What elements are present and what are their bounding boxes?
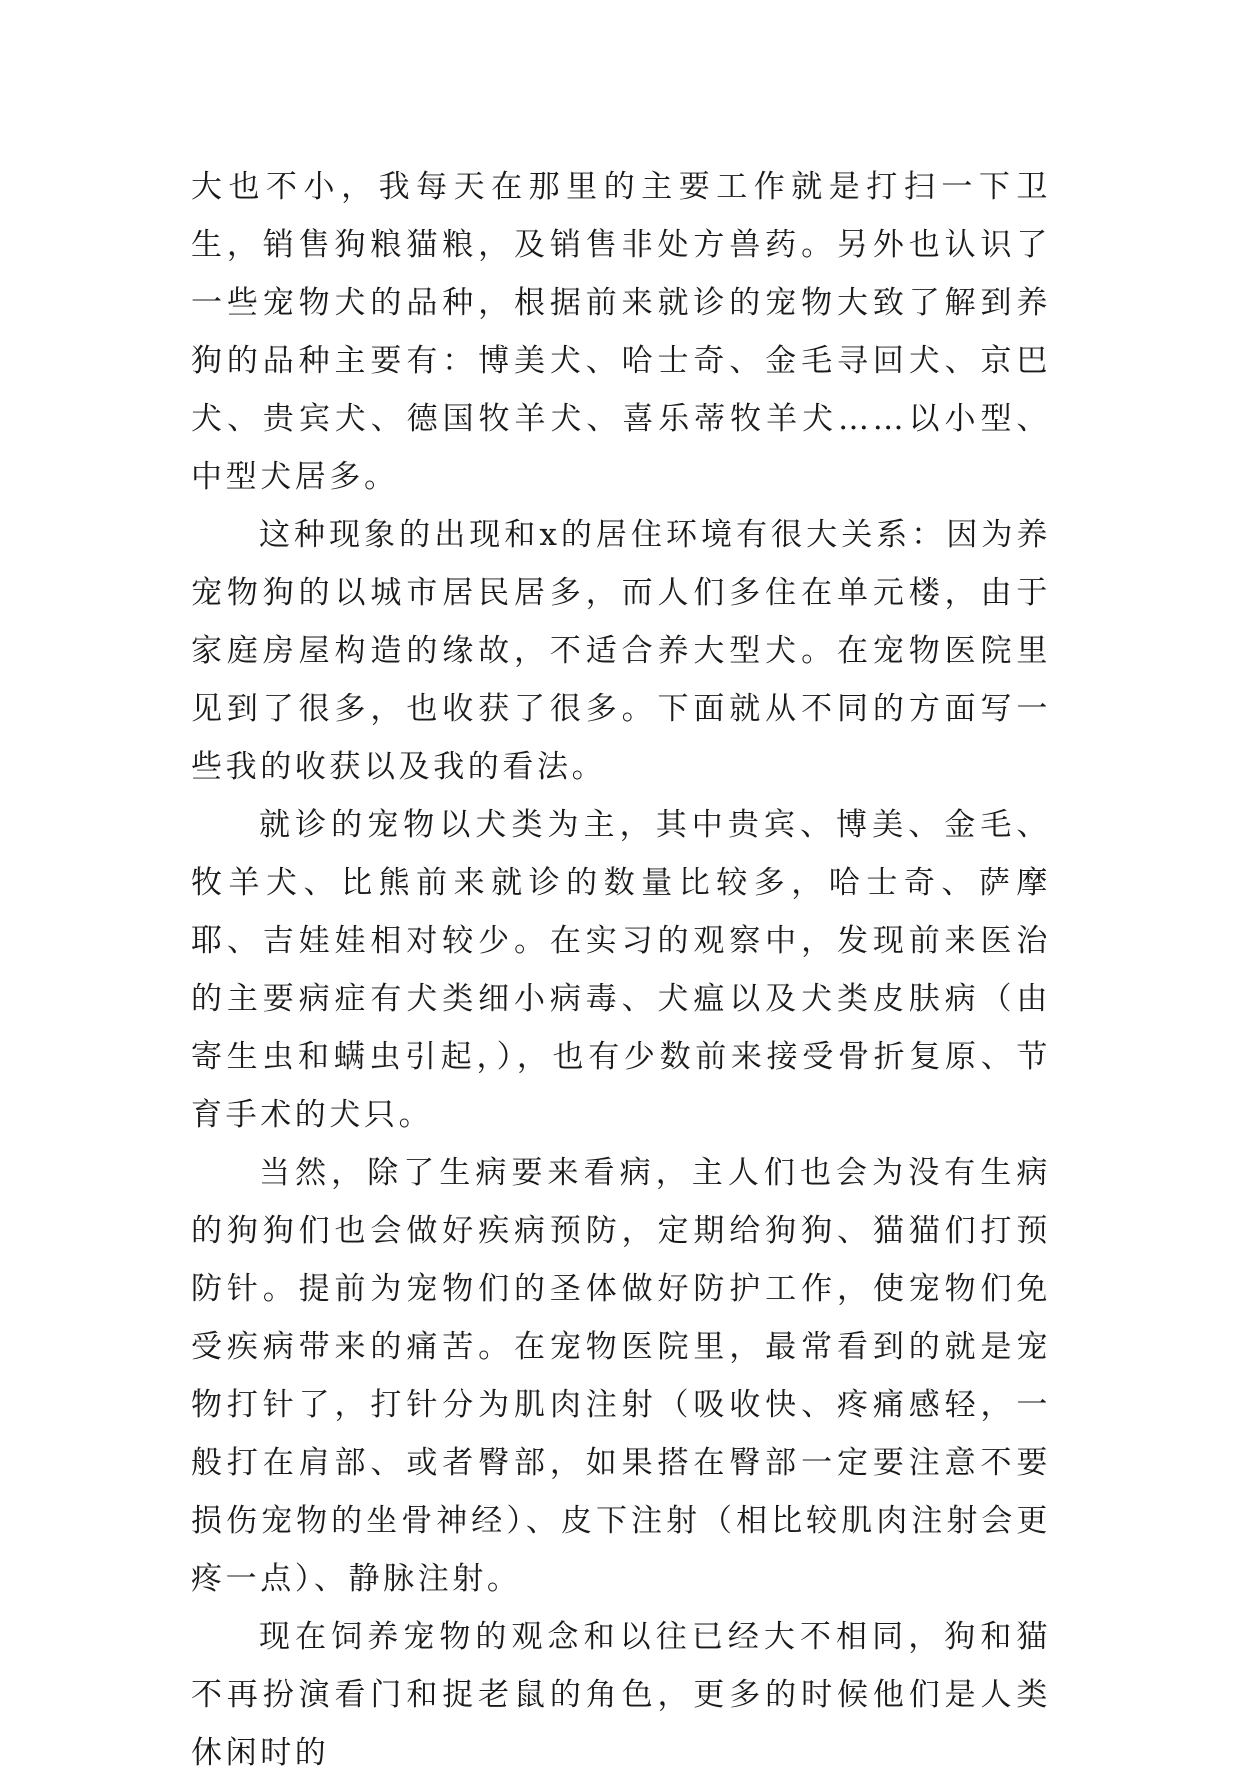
body-text <box>191 158 1051 1782</box>
paragraph-5: 现在饲养宠物的观念和以往已经大不相同，狗和猫不再扮演看门和捉老鼠的角色，更多的时候他们是人类休闲时的 <box>191 1619 1051 1771</box>
paragraph-1: 大也不小，我每天在那里的主要工作就是打扫一下卫生，销售狗粮猫粮，及销售非处方兽药。另外也认识了一些宠物犬的品种，根据前来就诊的宠物大致了解到养狗的品种主要有：博美犬、哈士奇、金毛寻回犬、京巴犬、贵宾犬、德国牧羊犬、喜乐蒂牧羊犬……以小型、中型犬居多。 <box>191 169 1051 495</box>
paragraph-2: 这种现象的出现和x的居住环境有很大关系：因为养宠物狗的以城市居民居多，而人们多住在单元楼，由于家庭房屋构造的缘故，不适合养大型犬。在宠物医院里见到了很多，也收获了很多。下面就从不同的方面写一些我的收获以及我的看法。 <box>191 517 1051 785</box>
paragraph-4: 当然，除了生病要来看病，主人们也会为没有生病的狗狗们也会做好疾病预防，定期给狗狗、猫猫们打预防针。提前为宠物们的圣体做好防护工作，使宠物们免受疾病带来的痛苦。在宠物医院里，最常看到的就是宠物打针了，打针分为肌肉注射（吸收快、疼痛感轻，一般打在肩部、或者臀部，如果搭在臀部一定要注意不要损伤宠物的坐骨神经）、皮下注射（相比较肌肉注射会更疼一点）、静脉注射。 <box>191 1155 1051 1597</box>
paragraph-3: 就诊的宠物以犬类为主，其中贵宾、博美、金毛、牧羊犬、比熊前来就诊的数量比较多，哈士奇、萨摩耶、吉娃娃相对较少。在实习的观察中，发现前来医治的主要病症有犬类细小病毒、犬瘟以及犬类皮肤病（由寄生虫和螨虫引起，），也有少数前来接受骨折复原、节育手术的犬只。 <box>191 807 1051 1133</box>
